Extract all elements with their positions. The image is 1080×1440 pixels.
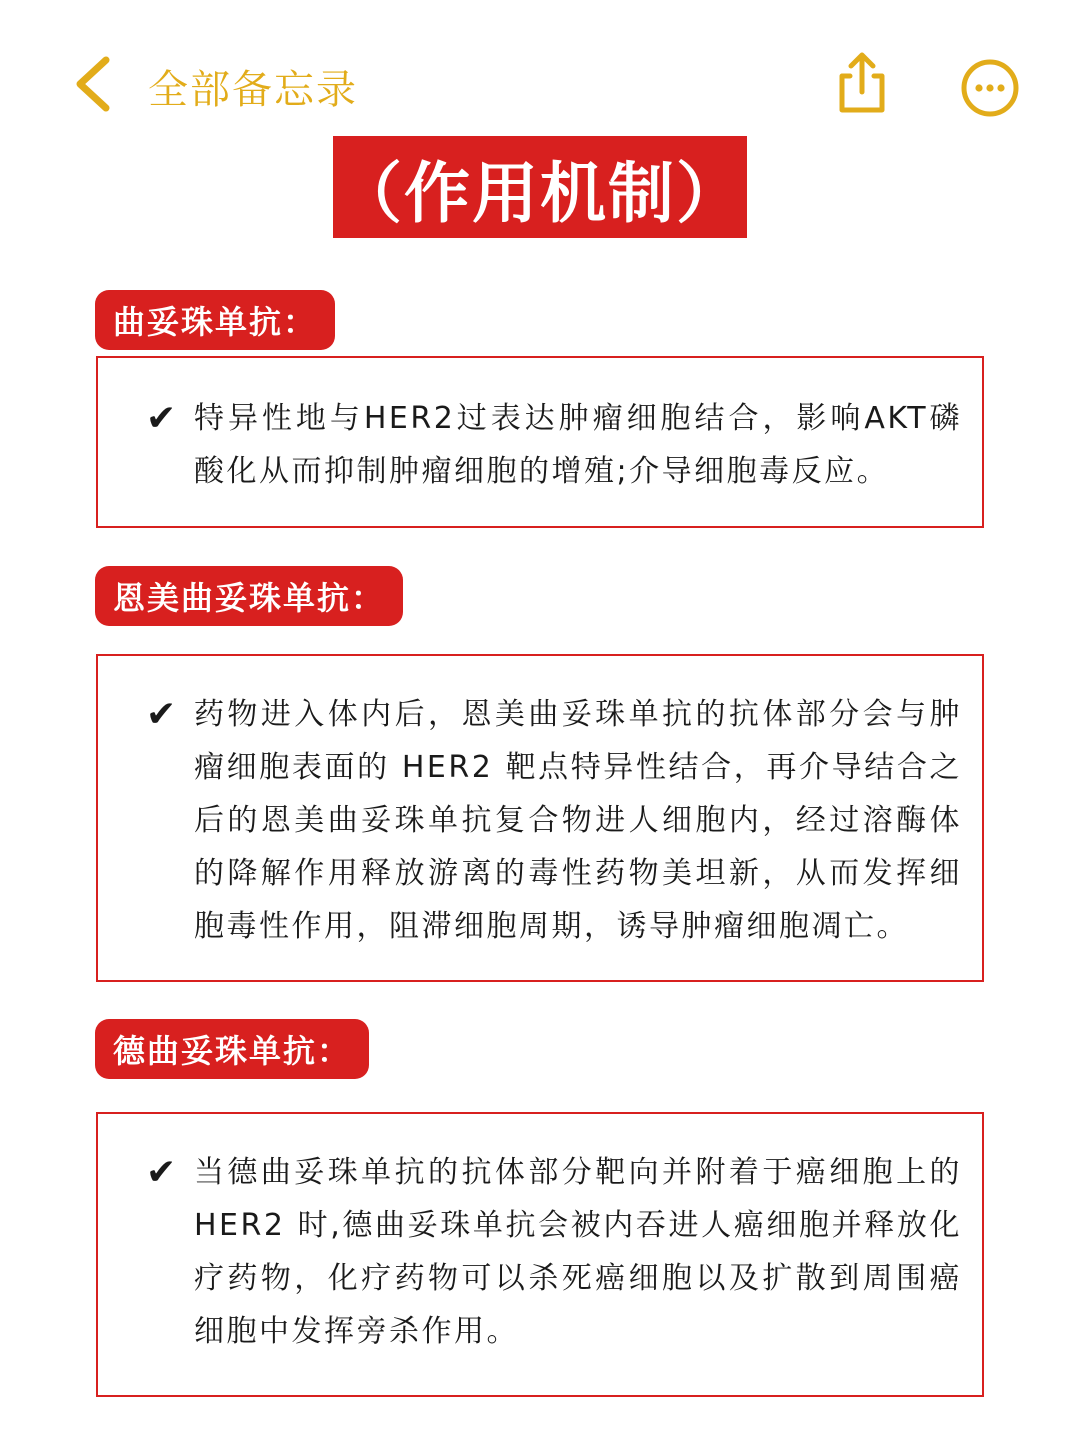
section-text: 特异性地与HER2过表达肿瘤细胞结合，影响AKT磷酸化从而抑制肿瘤细胞的增殖;介导细胞毒反应。 xyxy=(194,401,962,489)
check-icon: ✔ xyxy=(146,398,177,439)
section-label: 德曲妥珠单抗： xyxy=(113,1032,352,1070)
more-icon xyxy=(960,58,1020,118)
bullet-item xyxy=(146,392,962,498)
section-text: 药物进入体内后，恩美曲妥珠单抗的抗体部分会与肿瘤细胞表面的 HER2 靶点特异性结合，再介导结合之后的恩美曲妥珠单抗复合物进人细胞内，经过溶酶体的降解作用释放游离的毒性药物美坦新，从而发挥细胞毒性作用，阻滞细胞周期，诱导肿瘤细胞凋亡。 xyxy=(194,697,962,944)
section-label: 曲妥珠单抗： xyxy=(113,303,318,341)
title-banner xyxy=(333,136,747,238)
section-content-box xyxy=(96,1112,984,1397)
check-icon: ✔ xyxy=(146,694,177,735)
section-label-pill xyxy=(95,1019,369,1079)
section-label-pill xyxy=(95,566,403,626)
chevron-left-icon xyxy=(70,54,114,118)
check-icon: ✔ xyxy=(146,1152,177,1193)
section-label-pill xyxy=(95,290,335,350)
top-nav-bar xyxy=(0,0,1080,130)
section-content-box xyxy=(96,356,984,528)
section-text: 当德曲妥珠单抗的抗体部分靶向并附着于癌细胞上的HER2 时,德曲妥珠单抗会被内吞进人癌细胞并释放化疗药物，化疗药物可以杀死癌细胞以及扩散到周围癌细胞中发挥旁杀作用。 xyxy=(194,1155,962,1349)
bullet-item xyxy=(146,1146,962,1358)
bullet-item xyxy=(146,688,962,953)
share-button[interactable] xyxy=(832,50,892,116)
page-title: （作用机制） xyxy=(336,154,744,232)
back-label: 全部备忘录 xyxy=(148,66,358,113)
back-button[interactable] xyxy=(70,55,370,117)
section-label: 恩美曲妥珠单抗： xyxy=(113,579,386,617)
section-content-box xyxy=(96,654,984,982)
share-icon xyxy=(832,50,892,116)
more-options-button[interactable] xyxy=(960,58,1020,118)
